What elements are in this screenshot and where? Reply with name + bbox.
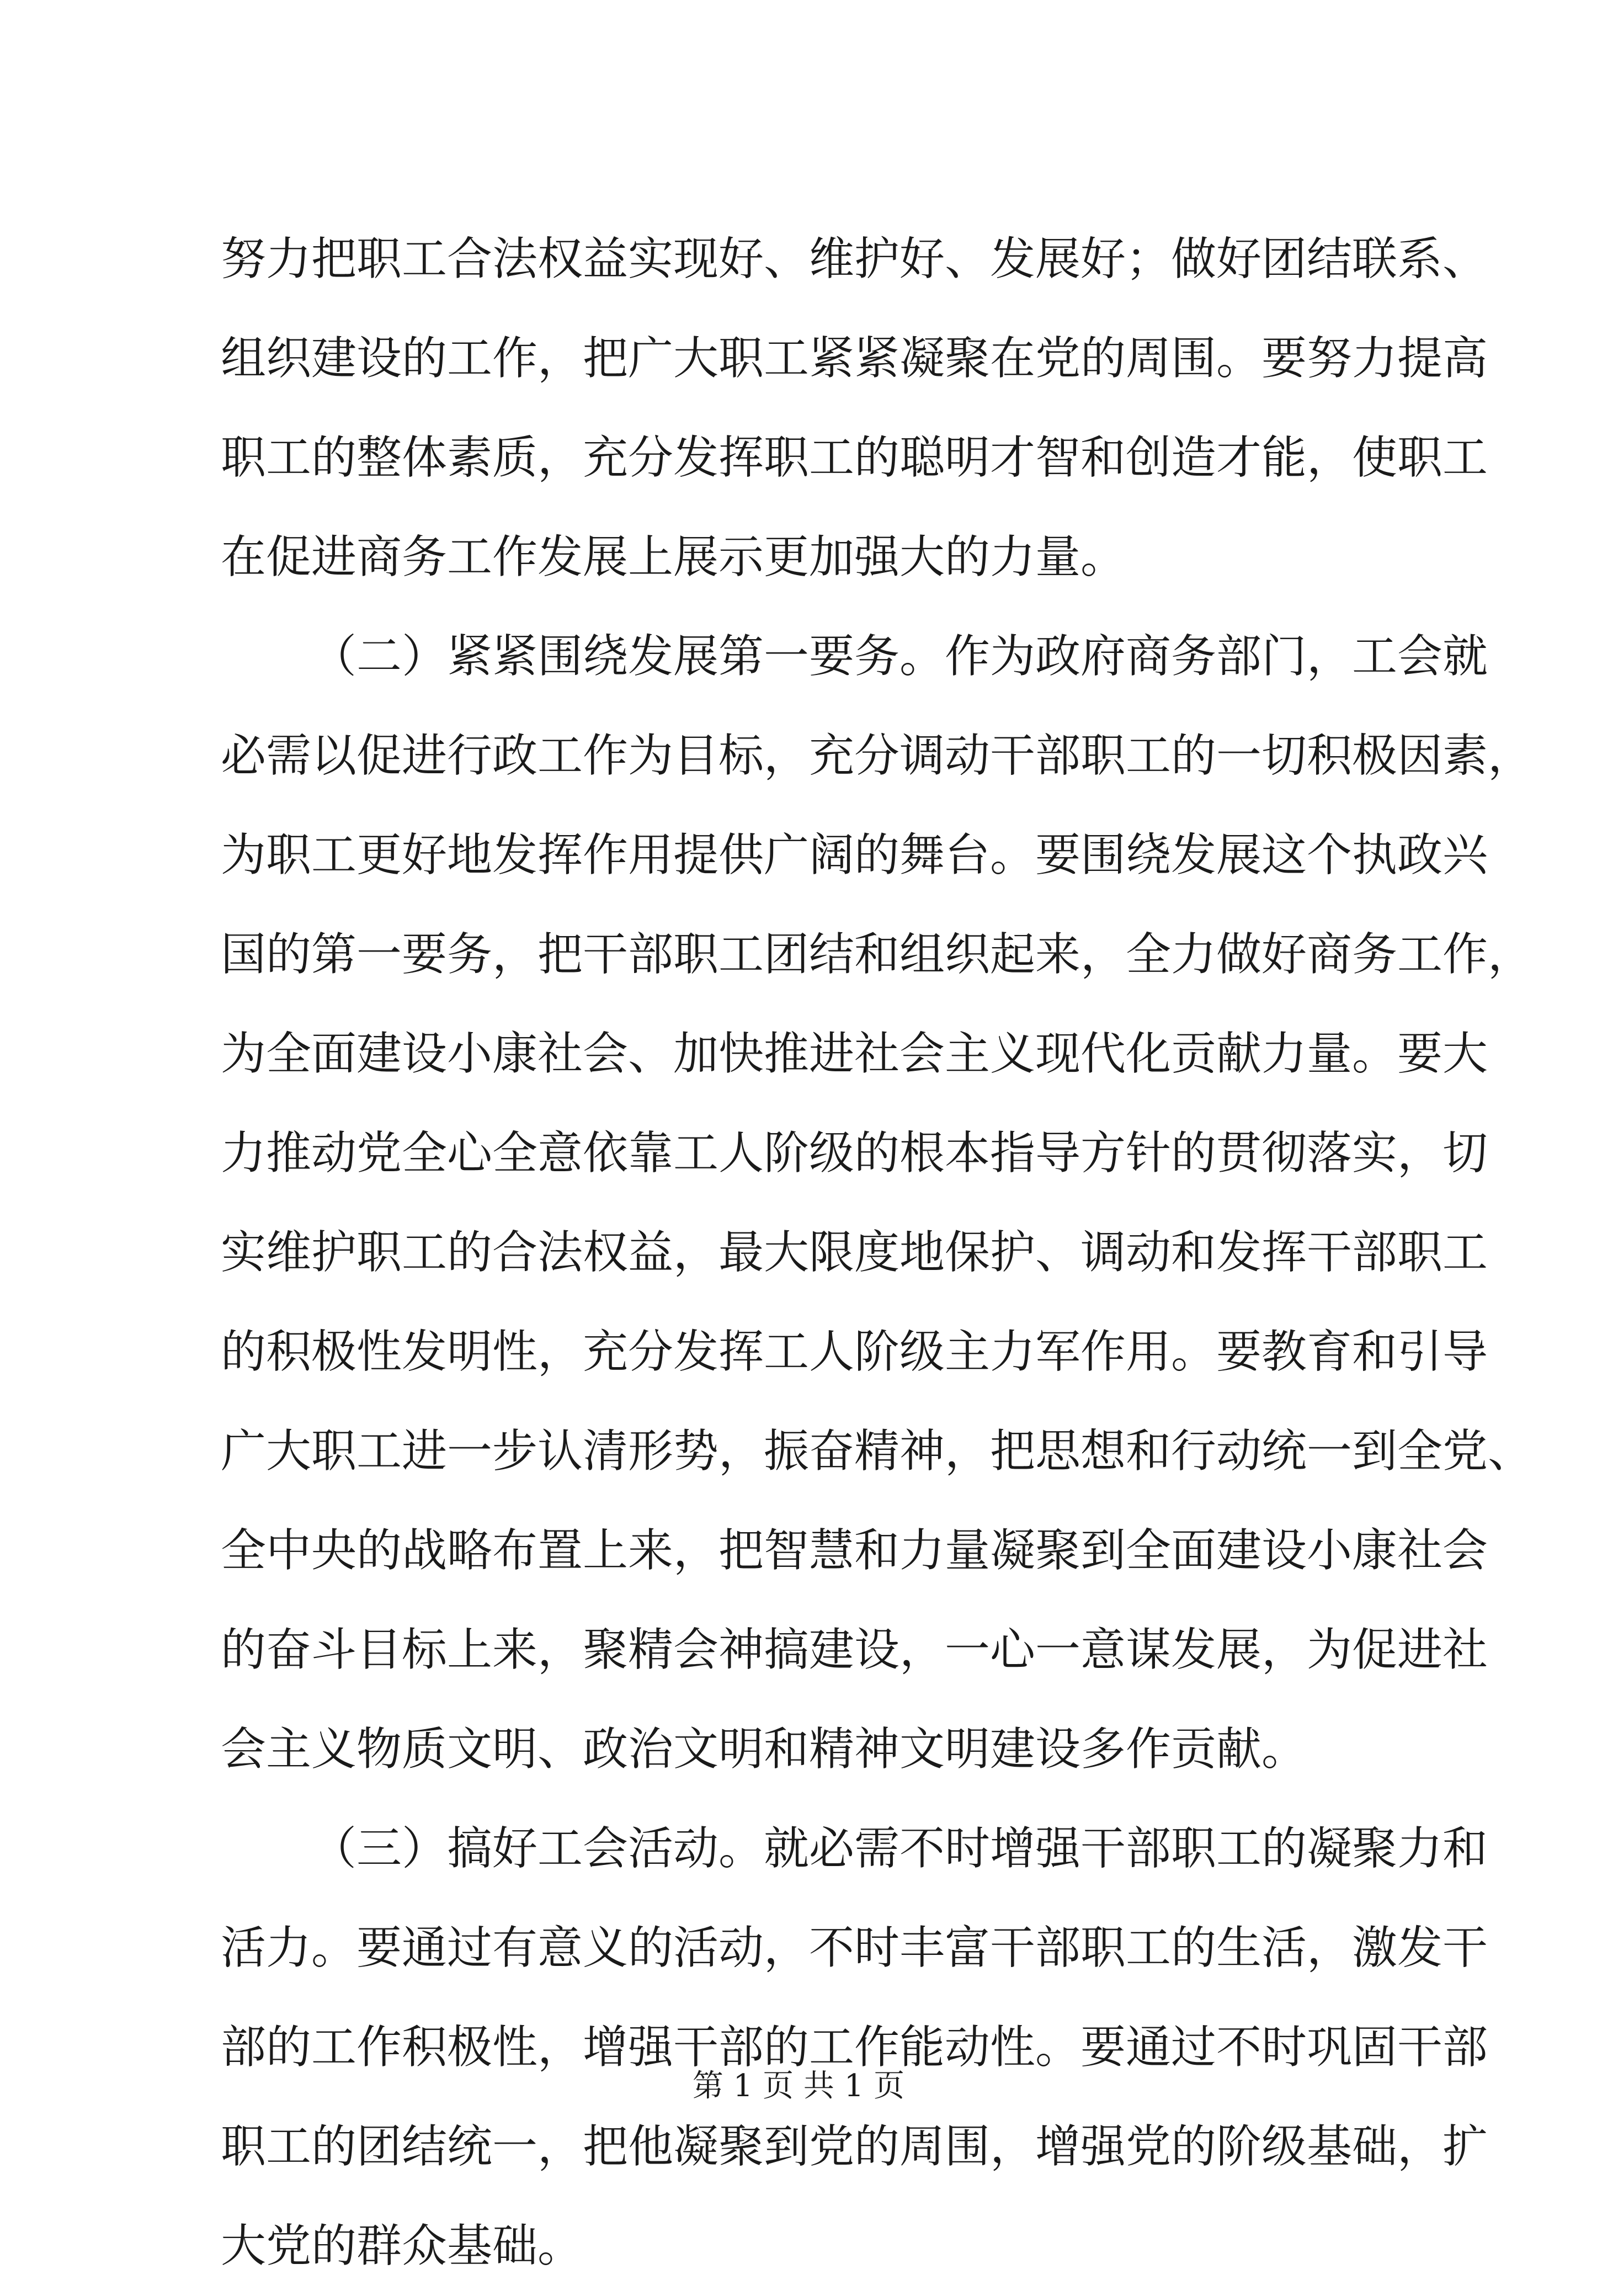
text-line: 为职工更好地发挥作用提供广阔的舞台。要围绕发展这个执政兴	[221, 829, 1488, 881]
text-line: 广大职工进一步认清形势，振奋精神，把思想和行动统一到全党、	[221, 1425, 1534, 1477]
text-line: 国的第一要务，把干部职工团结和组织起来，全力做好商务工作，	[221, 928, 1534, 981]
page-number: 第 1 页 共 1 页	[692, 2068, 905, 2104]
page-footer	[0, 2064, 1597, 2108]
text-line: 为全面建设小康社会、加快推进社会主义现代化贡献力量。要大	[221, 1028, 1488, 1080]
text-line: 实维护职工的合法权益，最大限度地保护、调动和发挥干部职工	[221, 1226, 1488, 1279]
text-line: 必需以促进行政工作为目标，充分调动干部职工的一切积极因素，	[221, 730, 1534, 782]
text-line: （三）搞好工会活动。就必需不时增强干部职工的凝聚力和	[311, 1822, 1488, 1875]
paragraph-1	[221, 210, 1488, 607]
text-line: 全中央的战略布置上来，把智慧和力量凝聚到全面建设小康社会	[221, 1524, 1488, 1577]
paragraph-3	[221, 1799, 1488, 2296]
text-line: 的奋斗目标上来，聚精会神搞建设，一心一意谋发展，为促进社	[221, 1624, 1488, 1676]
text-line: （二）紧紧围绕发展第一要务。作为政府商务部门，工会就	[311, 630, 1488, 683]
text-line: 职工的团结统一，把他凝聚到党的周围，增强党的阶级基础，扩	[221, 2120, 1488, 2173]
text-line: 在促进商务工作发展上展示更加强大的力量。	[221, 531, 1126, 583]
paragraph-2	[221, 607, 1534, 1799]
text-line: 职工的整体素质，充分发挥职工的聪明才智和创造才能，使职工	[221, 432, 1488, 484]
text-line: 会主义物质文明、政治文明和精神文明建设多作贡献。	[221, 1723, 1307, 1776]
text-line: 组织建设的工作，把广大职工紧紧凝聚在党的周围。要努力提高	[221, 332, 1488, 385]
text-line: 力推动党全心全意依靠工人阶级的根本指导方针的贯彻落实，切	[221, 1127, 1488, 1179]
text-line: 努力把职工合法权益实现好、维护好、发展好；做好团结联系、	[221, 233, 1488, 285]
text-line: 大党的群众基础。	[221, 2220, 583, 2272]
document-body	[221, 210, 1534, 2296]
text-line: 的积极性发明性，充分发挥工人阶级主力军作用。要教育和引导	[221, 1326, 1488, 1378]
text-line: 活力。要通过有意义的活动，不时丰富干部职工的生活，激发干	[221, 1922, 1488, 1974]
text-line: 部的工作积极性，增强干部的工作能动性。要通过不时巩固干部	[221, 2021, 1488, 2074]
